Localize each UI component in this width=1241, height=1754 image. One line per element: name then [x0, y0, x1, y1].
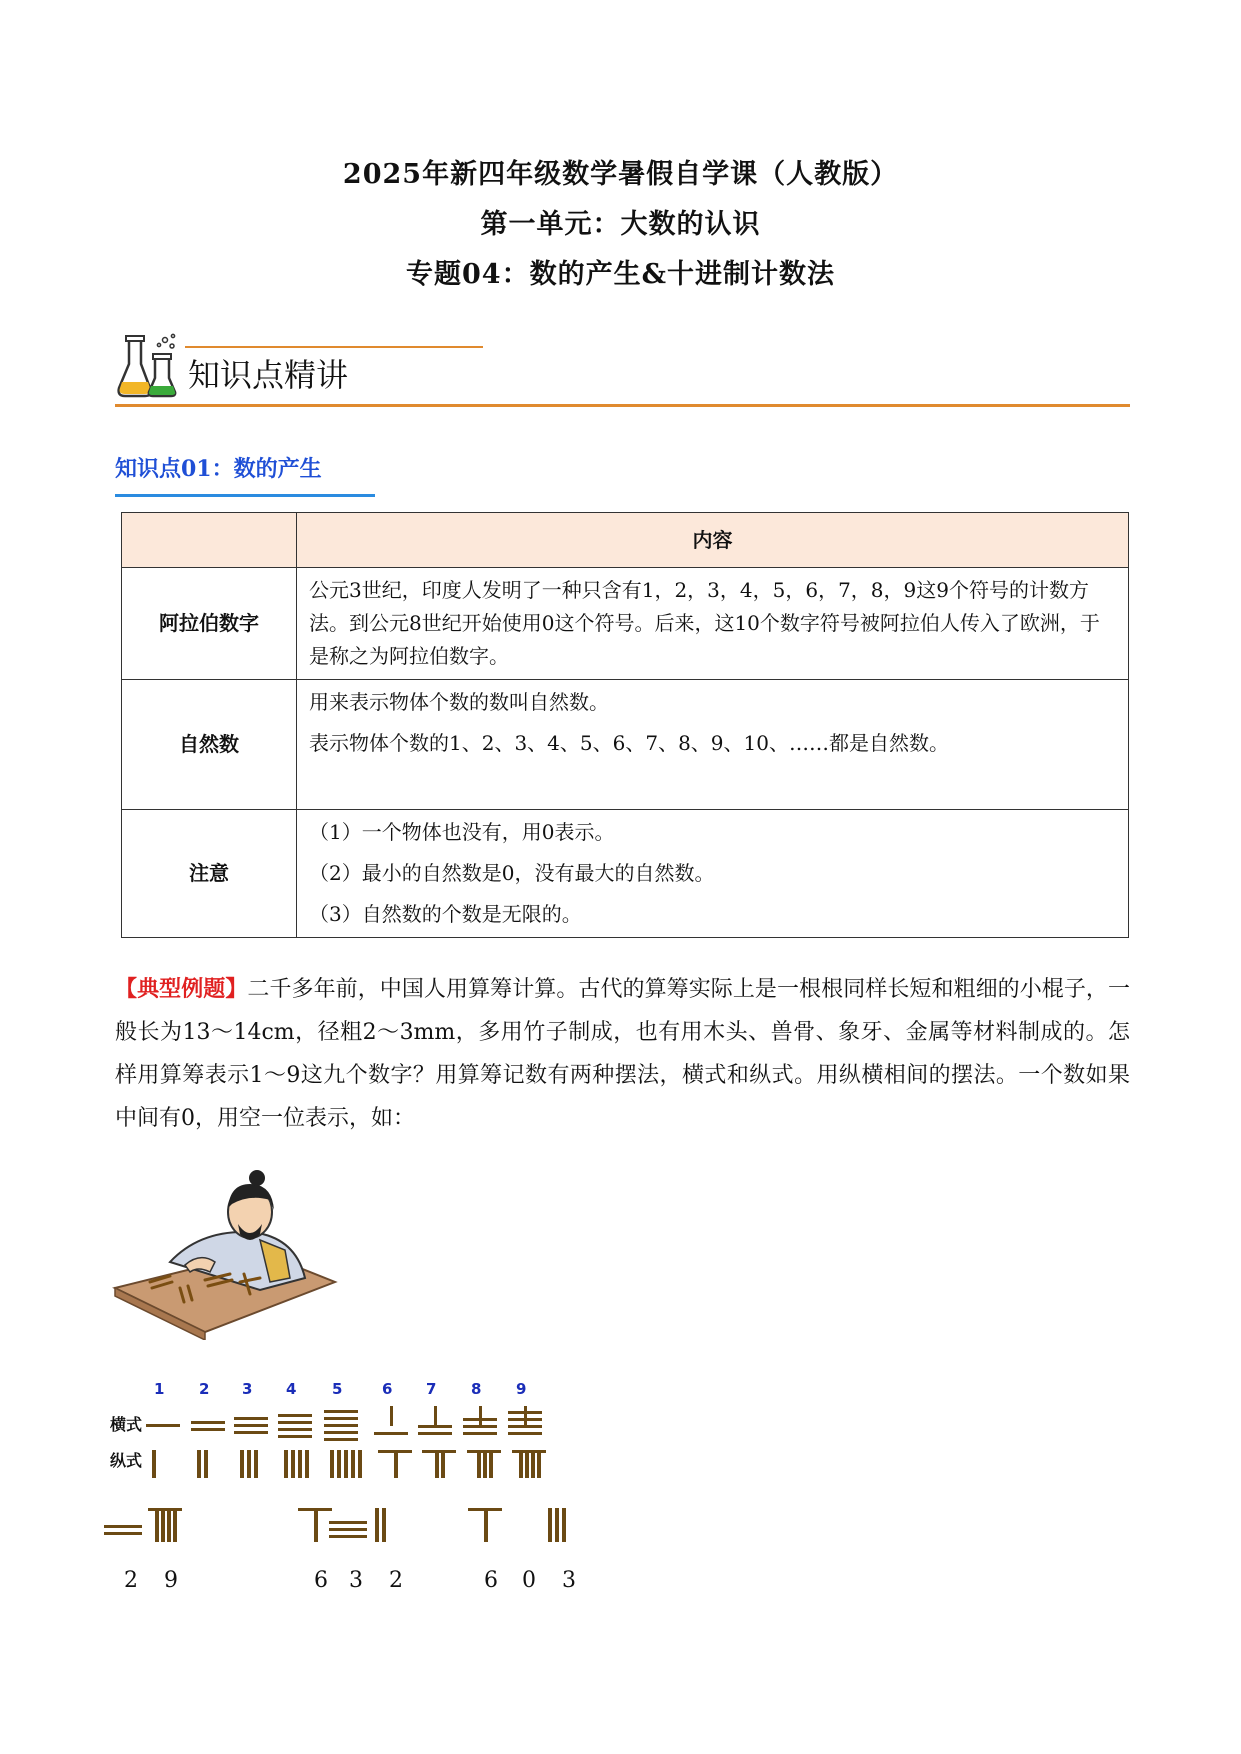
- rod-horizontal: [508, 1418, 542, 1421]
- rod-vertical: [562, 1508, 566, 1542]
- rod-horizontal: [324, 1417, 358, 1420]
- rod-horizontal: [278, 1428, 312, 1431]
- table-row: [122, 568, 1129, 680]
- counting-rods-figure: [110, 1380, 650, 1620]
- digit-number-label: 1: [154, 1380, 165, 1398]
- rod-vertical: [434, 1406, 437, 1426]
- rod-horizontal: [278, 1435, 312, 1438]
- rod-vertical: [484, 1511, 488, 1542]
- rod-vertical: [390, 1406, 393, 1426]
- rod-vertical: [173, 1511, 177, 1542]
- rod-vertical: [240, 1450, 244, 1478]
- example-digit-label: 0: [522, 1568, 536, 1593]
- rod-vertical: [394, 1453, 398, 1478]
- rod-horizontal: [463, 1432, 497, 1435]
- rod-vertical: [314, 1511, 318, 1542]
- rod-horizontal: [324, 1424, 358, 1427]
- scholar-illustration: [110, 1170, 340, 1340]
- rod-horizontal: [324, 1438, 358, 1441]
- rod-vertical: [161, 1511, 165, 1542]
- example-digit-label: 3: [349, 1568, 363, 1593]
- knowledge-point-title: 知识点01：数的产生: [115, 456, 322, 482]
- table-header-content: 内容: [297, 513, 1129, 568]
- rod-horizontal: [104, 1532, 142, 1535]
- example-text: 二千多年前，中国人用算筹计算。古代的算筹实际上是一根根同样长短和粗细的小棍子，一般长为13～14cm，径粗2～3mm，多用竹子制成，也有用木头、兽骨、象牙、金属等材料制成的。怎样用算筹表示1～9这九个数字？用算筹记数有两种摆法，横式和纵式。用纵横相间的摆法。一个数如果中间有0，用空一位表示，如：: [115, 977, 1130, 1131]
- rod-horizontal: [418, 1432, 452, 1435]
- rod-horizontal: [234, 1431, 268, 1434]
- rod-horizontal: [191, 1421, 225, 1424]
- rod-horizontal: [324, 1431, 358, 1434]
- rod-horizontal: [418, 1425, 452, 1428]
- section-label: 知识点精讲: [188, 356, 349, 394]
- digit-number-label: 6: [382, 1380, 393, 1398]
- example-digit-label: 6: [314, 1568, 328, 1593]
- rod-horizontal: [278, 1421, 312, 1424]
- example-digit-label: 9: [164, 1568, 178, 1593]
- table-header-blank: [122, 513, 297, 568]
- rod-horizontal: [329, 1521, 367, 1524]
- rod-vertical: [337, 1450, 341, 1478]
- rod-horizontal: [191, 1428, 225, 1431]
- flask-icon: [115, 330, 179, 402]
- digit-number-label: 2: [199, 1380, 210, 1398]
- row-label: 注意: [122, 810, 297, 938]
- rod-vertical: [197, 1450, 201, 1478]
- rod-horizontal: [463, 1418, 497, 1421]
- digit-number-label: 8: [471, 1380, 482, 1398]
- rod-vertical: [330, 1450, 334, 1478]
- row-label-vertical: 纵式: [110, 1451, 143, 1470]
- row-label: 自然数: [122, 680, 297, 810]
- knowledge-point-underline: [115, 494, 375, 497]
- section-top-rule: [185, 346, 483, 348]
- example-digit-label: 2: [124, 1568, 138, 1593]
- rod-vertical: [382, 1508, 386, 1542]
- rod-horizontal: [104, 1525, 142, 1528]
- digit-number-label: 9: [516, 1380, 527, 1398]
- example-digit-label: 6: [484, 1568, 498, 1593]
- rod-vertical: [435, 1453, 439, 1478]
- rod-horizontal: [234, 1417, 268, 1420]
- rod-horizontal: [329, 1528, 367, 1531]
- rod-vertical: [155, 1511, 159, 1542]
- table-row: [122, 810, 1129, 938]
- rod-horizontal: [329, 1535, 367, 1538]
- rod-vertical: [152, 1450, 156, 1478]
- rod-horizontal: [508, 1411, 542, 1414]
- rod-vertical: [305, 1450, 309, 1478]
- example-digit-label: 3: [562, 1568, 576, 1593]
- digit-number-label: 4: [286, 1380, 297, 1398]
- rod-horizontal: [374, 1432, 408, 1435]
- doc-title: 2025年新四年级数学暑假自学课（人教版）: [342, 159, 899, 190]
- row-content: 公元3世纪，印度人发明了一种只含有1，2，3，4，5，6，7，8，9这9个符号的计数方法。到公元8世纪开始使用0这个符号。后来，这10个数字符号被阿拉伯人传入了欧洲，于是称之为阿拉伯数字。: [297, 568, 1129, 680]
- rod-vertical: [291, 1450, 295, 1478]
- row-content: （1）一个物体也没有，用0表示。 （2）最小的自然数是0，没有最大的自然数。 （3）自然数的个数是无限的。: [297, 810, 1129, 938]
- rod-vertical: [254, 1450, 258, 1478]
- digit-number-label: 3: [242, 1380, 253, 1398]
- rod-horizontal: [508, 1432, 542, 1435]
- digit-number-label: 7: [426, 1380, 437, 1398]
- rod-vertical: [477, 1453, 481, 1478]
- rod-vertical: [555, 1508, 559, 1542]
- section-header: [115, 330, 1130, 410]
- row-content: 用来表示物体个数的数叫自然数。 表示物体个数的1、2、3、4、5、6、7、8、9、10、……都是自然数。: [297, 680, 1129, 810]
- row-label-horizontal: 横式: [110, 1415, 143, 1434]
- section-divider: [115, 404, 1130, 407]
- rod-horizontal: [234, 1424, 268, 1427]
- rod-horizontal: [146, 1424, 180, 1427]
- rod-vertical: [537, 1453, 541, 1478]
- rod-vertical: [204, 1450, 208, 1478]
- rod-vertical: [344, 1450, 348, 1478]
- example-tag: 【典型例题】: [115, 976, 248, 1002]
- unit-title: 第一单元：大数的认识: [480, 209, 761, 240]
- rod-vertical: [375, 1508, 379, 1542]
- rod-vertical: [358, 1450, 362, 1478]
- rod-vertical: [489, 1453, 493, 1478]
- rod-vertical: [548, 1508, 552, 1542]
- rod-vertical: [519, 1453, 523, 1478]
- rod-vertical: [351, 1450, 355, 1478]
- rod-vertical: [531, 1453, 535, 1478]
- topic-title: 专题04：数的产生&十进制计数法: [406, 259, 835, 290]
- knowledge-table: [121, 512, 1129, 938]
- rod-horizontal: [508, 1425, 542, 1428]
- rod-vertical: [284, 1450, 288, 1478]
- rod-horizontal: [278, 1414, 312, 1417]
- rod-vertical: [483, 1453, 487, 1478]
- rod-vertical: [247, 1450, 251, 1478]
- rod-vertical: [524, 1406, 527, 1426]
- rod-horizontal: [422, 1450, 456, 1453]
- rod-horizontal: [463, 1425, 497, 1428]
- rod-vertical: [167, 1511, 171, 1542]
- row-label: 阿拉伯数字: [122, 568, 297, 680]
- digit-number-label: 5: [332, 1380, 343, 1398]
- example-digit-label: 2: [389, 1568, 403, 1593]
- rod-vertical: [525, 1453, 529, 1478]
- table-row: [122, 680, 1129, 810]
- example-paragraph: [115, 968, 1130, 1140]
- rod-vertical: [479, 1406, 482, 1426]
- rod-vertical: [298, 1450, 302, 1478]
- rod-vertical: [441, 1453, 445, 1478]
- rod-horizontal: [324, 1410, 358, 1413]
